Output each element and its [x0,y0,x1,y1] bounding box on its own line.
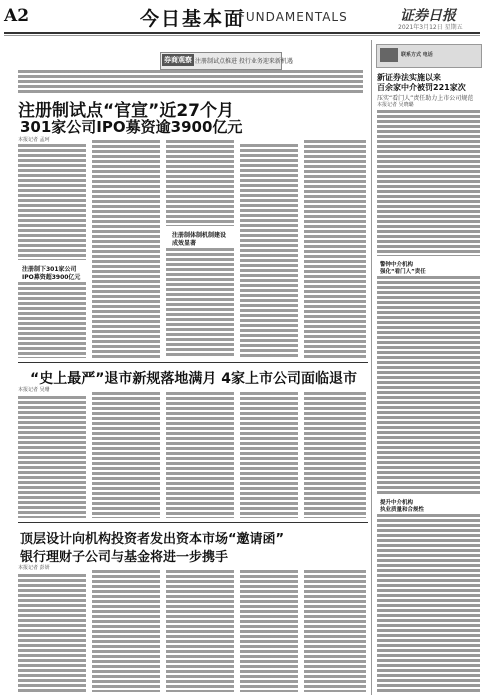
story-separator-1 [18,362,368,363]
right-column-banner-text: 联系方式 电话 [401,52,433,58]
right-column-text-3 [377,514,480,692]
right-subhead-1: 警钟中介机构 [380,262,414,268]
right-subtitle: 压实“看门人”责任助力上市公司规范 [377,95,474,102]
header-rule [4,32,480,34]
banner-logo-icon [380,48,398,62]
story1-column-5 [304,140,366,358]
story1-column-1 [18,144,86,260]
story3-column-1 [18,574,86,692]
story1-subhead-1: 注册制下301家公司 [22,266,77,273]
right-byline: 本报记者 吴晓璐 [377,102,414,108]
story2-column-5 [304,392,366,518]
story1-headline-line1: 注册制试点“官宣”近27个月 [18,101,235,121]
column-divider [371,40,372,695]
section-banner [160,52,293,70]
story1-column-2 [92,140,160,358]
story2-column-2 [92,392,160,518]
right-column-text-1 [377,110,480,256]
story3-column-5 [304,570,366,692]
dateline: 2021年3月12日 星期五 [398,24,463,31]
right-subhead-2b: 执业质量和合规性 [380,507,425,513]
story1-subhead-2b: 成效显著 [172,240,197,247]
column-title-en: FUNDAMENTALS [238,10,348,24]
right-headline-line1: 新证券法实施以来 [377,73,441,82]
story3-byline: 本报记者 彭妍 [18,565,50,571]
story1-column-3 [166,140,234,226]
story3-headline-line2: 银行理财子公司与基金将进一步携手 [20,550,229,565]
page-number: A2 [4,6,30,26]
story3-column-3 [166,570,234,692]
story1-column-3b [166,248,234,358]
abstract-text-block [18,70,363,94]
right-column-text-2 [377,276,480,494]
header-rule-thin [4,35,480,36]
story2-column-4 [240,392,298,518]
story2-column-1 [18,396,86,518]
banner-label: 券商观察 [164,56,192,64]
right-column-banner [376,44,482,68]
story2-byline: 本报记者 吴珊 [18,387,50,393]
story3-column-2 [92,570,160,692]
story1-headline-line2: 301家公司IPO募资逾3900亿元 [20,118,243,136]
story1-subhead-1b: IPO募资超3900亿元 [22,274,81,281]
story2-headline: “史上最严”退市新规落地满月 4家上市公司面临退市 [30,371,358,387]
column-title: 今日基本面 [140,8,246,30]
story1-byline: 本报记者 孟珂 [18,137,50,143]
masthead: 证券日报 [400,8,456,24]
story1-column-1b [18,282,86,358]
story2-column-3 [166,392,234,518]
story3-column-4 [240,570,298,692]
right-subhead-1b: 强化“看门人”责任 [380,269,426,275]
story3-headline-line1: 顶层设计向机构投资者发出资本市场“邀请函” [20,532,285,547]
story1-subhead-2: 注册制体制机制建设 [172,232,227,239]
story-separator-2 [18,522,368,523]
banner-text: 注册制试点推进 投行业务迎来新机遇 [195,58,293,65]
story1-column-4 [240,144,298,358]
right-headline-line2: 百余家中介被罚221家次 [377,83,466,92]
right-subhead-2: 提升中介机构 [380,500,414,506]
